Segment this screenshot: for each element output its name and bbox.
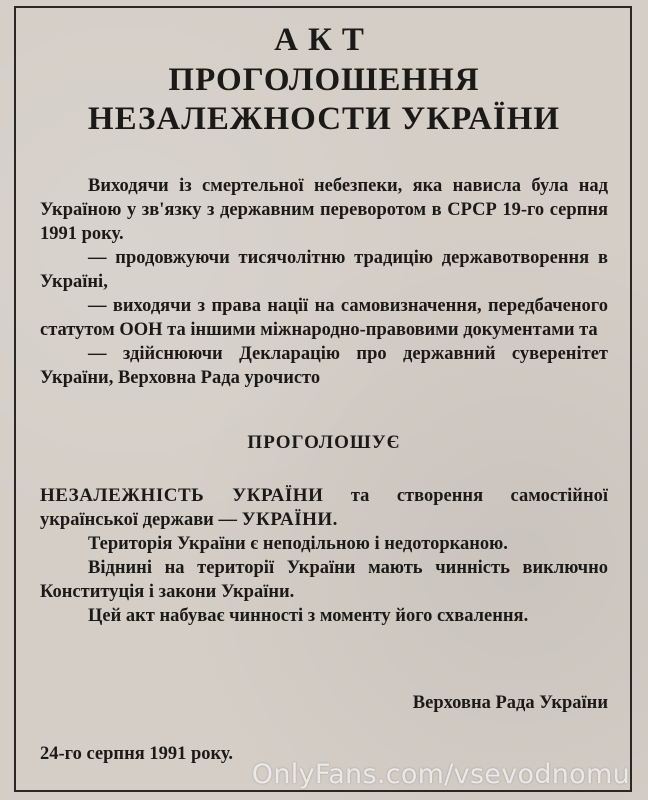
intro-paragraph-2: — продовжуючи тисячолітню традицію державотворення в Україні, (40, 248, 608, 292)
intro-text (40, 174, 608, 390)
intro-paragraph-4: — здійснюючи Декларацію про державний суверенітет України, Верховна Рада урочисто (40, 344, 608, 388)
territory-paragraph: Територія України є неподільною і недоторканою. (88, 534, 508, 554)
constitution-paragraph: Віднині на території України мають чинність виключно Конституція і закони України. (40, 558, 608, 602)
watermark-text: OnlyFans.com/vsevodnomu (251, 759, 630, 790)
independence-caps: НЕЗАЛЕЖНІСТЬ УКРАЇНИ (40, 485, 324, 506)
independence-title: НЕЗАЛЕЖНОСТИ УКРАЇНИ (87, 101, 561, 137)
declaration-text (40, 484, 608, 628)
intro-paragraph-3: — виходячи з права нації на самовизначення, передбаченого статутом ООН та іншими міжнародно-правовими документами та (40, 296, 608, 340)
proclamation-title: ПРОГОЛОШЕННЯ (168, 62, 480, 98)
signature-line: Верховна Рада України (412, 693, 608, 713)
independence-paragraph (40, 484, 608, 532)
intro-paragraph-1: Виходячи із смертельної небезпеки, яка нависла була над Україною у зв'язку з державним переворотом в СРСР 19-го серпня 1991 року. (40, 176, 608, 244)
independence-rest: та створення самостійної української держави — (40, 486, 608, 530)
date-line: 24-го серпня 1991 року. (40, 744, 233, 764)
act-title: АКТ (274, 22, 374, 58)
proclaims-heading: ПРОГОЛОШУЄ (247, 432, 401, 453)
effect-paragraph: Цей акт набуває чинності з моменту його схвалення. (88, 606, 529, 626)
ukraine-caps: УКРАЇНИ. (241, 509, 338, 530)
